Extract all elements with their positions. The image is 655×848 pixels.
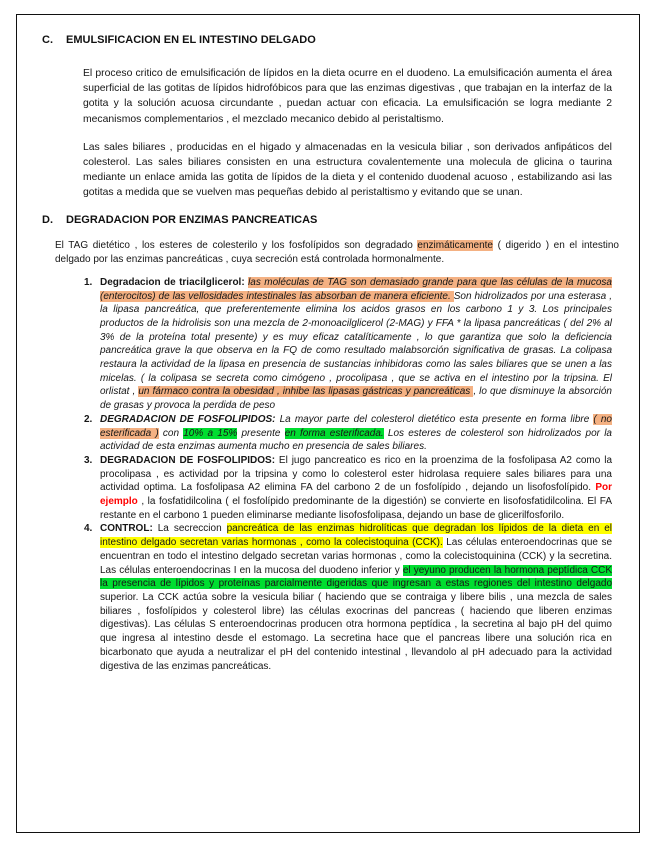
section-d-heading: [42, 214, 619, 226]
text-run: Los esteres de colesterol son hidrolizados por la actividad de esta enzimas aumenta mucho en presencia de sales biliares.: [100, 427, 612, 453]
text-run: CONTROL:: [100, 523, 158, 535]
list-item-number: 1.: [84, 276, 93, 288]
text-run: 10% a 15%: [183, 427, 238, 439]
section-d: [42, 214, 619, 674]
page-content: [42, 34, 619, 673]
numbered-list: [42, 276, 619, 673]
text-run: en forma esterificada.: [284, 427, 384, 439]
text-run: pancreática de las enzimas hidrolíticas que degradan los lípidos de la dieta en el intestino delgado secretan varias hormonas , como la colecistoquina (CCK).: [100, 523, 613, 549]
text-run: las moléculas de TAG son demasiado grande para que las células de la mucosa (enterocitos) de las vellosidades intestinales las absorban de manera eficiente.: [100, 276, 612, 302]
section-d-label: D.: [42, 213, 53, 226]
text-run: Las sales biliares , producidas en el higado y almacenadas en la vesicula biliar , son derivados anfipáticos del colesterol. Las sales biliares consisten en una estructura covalentemente una molecula de glicina o taurina mediante un enlace amida las gotita de lípidos de la dieta y el contenido duodenal acuoso , estabilizando asi las gotitas a medida que se vuelven mas pequeñas debido al peristaltismo y evitando que se unan.: [83, 141, 612, 199]
text-run: Degradacion de triacilglicerol:: [100, 276, 249, 288]
text-run: ( digerido ) en el intestino delgado por las enzimas pancreáticas , cuya secreción está controlada hormonalmente.: [55, 239, 619, 266]
section-d-title: DEGRADACION POR ENZIMAS PANCREATICAS: [66, 213, 318, 226]
list-item-number: 3.: [84, 454, 93, 466]
list-item-number: 4.: [84, 523, 93, 535]
list-item-control: [84, 522, 619, 673]
text-run: Por ejemplo: [100, 482, 612, 508]
section-c-label: C.: [42, 34, 53, 46]
text-run: El TAG dietético , los esteres de colesterilo y los fosfolípidos son degradado: [55, 239, 418, 251]
text-run: , la fosfatidilcolina ( el fosfolípido predominante de la digestión) se convierte en lisofosfatidilcolina. El FA restante en el carbono 1 pueden eliminarse mediante lisofosfolipasa, dejando un base de glicerilfosforilo.: [100, 496, 612, 521]
text-run: La secreccion: [157, 523, 227, 535]
text-run: enzimáticamente: [417, 239, 493, 251]
text-run: ( no esterificada ): [100, 413, 612, 439]
section-c-heading: [42, 34, 619, 46]
section-c-title: EMULSIFICACION EN EL INTESTINO DELGADO: [66, 34, 316, 46]
text-run: con: [158, 427, 184, 439]
text-run: presente: [237, 427, 285, 439]
text-run: La mayor parte del colesterol dietético esta presente en forma libre: [279, 413, 594, 425]
text-run: El jugo pancreatico es rico en la proenzima de la fosfolipasa A2 como la procolipasa , es actividad por la tripsina y como lo colesterol ester hidrolasa requiere sales biliares para una actividad optima. La fosfolipasa A2 elimina FA del carbono 2 de un fosfolípido , dejando un lisofosfolípido.: [100, 454, 612, 494]
text-run: Las células enteroendocrinas que se encuentran en todo el intestino delgado secretan varias hormonas , como la colecistoquinina (CCK) y la secretina. Las células enteroendocrinas I en la mucosa del duodeno inferior y: [100, 537, 613, 576]
text-run: el yeyuno producen la hormona peptídica CCK la presencia de lípidos y proteínas parcialmente digeridas que ingresan a estas regiones del intestino delgado: [100, 564, 612, 590]
body-paragraph-emulsification: [83, 66, 612, 127]
text-run: DEGRADACION DE FOSFOLIPIDOS:: [100, 413, 280, 425]
list-item-degradacion-fosfolipidos-1: [84, 413, 619, 454]
list-item-text: [100, 454, 612, 523]
list-item-number: 2.: [84, 413, 93, 425]
text-run: El proceso critico de emulsificación de lípidos en la dieta ocurre en el duodeno. La emulsificación aumenta el área superficial de las gotitas de lípidos hidrofóbicos para que las enzimas digestivas , que trabajan en la interfaz de la gotita y la solución acuosa circundante , puedan actuar con eficacia. La emulsificación se logra mediante 2 mecanismos complementarios , el mezclado mecanico debido al peristaltismo.: [83, 68, 612, 125]
intro-paragraph: [55, 239, 619, 268]
text-run: un fármaco contra la obesidad , inhibe las lipasas gástricas y pancreáticas: [138, 386, 474, 398]
text-run: , lo que disminuye la absorción de grasas y provoca la perdida de peso: [100, 386, 612, 412]
list-item-text: [100, 413, 612, 454]
text-run: superior. La CCK actúa sobre la vesicula biliar ( haciendo que se contraiga y libere bilis , una mezcla de sales biliares , fosfolípidos y colesterol libre) las células exocrinas del pancreas ( haciendo que liberen enzimas digestivas). Las células S enteroendocrinas producen otra hormona peptídica , la secretina al bajo pH del quimo que ingresa al intestino desde el estomago. La secretina hace que el pancreas libere una solución rica en bicarbonato que ayuda a neutralizar el pH del contenido intestinal , llevandolo al pH adecuado para la actividad digestiva de las enzimas pancreáticas.: [100, 591, 612, 672]
body-paragraph-bile-salts: [83, 140, 612, 201]
list-item-text: [100, 522, 612, 673]
list-item-text: [100, 276, 612, 413]
text-run: DEGRADACION DE FOSFOLIPIDOS:: [100, 454, 279, 466]
section-c: [42, 34, 619, 201]
text-run: Son hidrolizados por una esterasa , la lipasa pancreática, que preferentemente elimina los acidos grasos en los carbono 1 y 3. Los principales productos de la hidrolisis son una mezcla de 2-monoacilglicerol (2-MAG) y FFA * la lipasa pancreáticas ( del 2% al 3% de la proteína total presente) y es muy eficaz catalíticamente , lo que garantiza que solo la deficiencia pancreática grave la que observa en la FQ de como resultado malabsorción significativa de grasas. La colipasa restaura la actividad de la lipasa en presencia de sustancias inhibidoras como las sales biliares que se unen a las micelas. ( la colipasa se secreta como cimógeno , procolipasa , que se activa en el intestino por la tripsina. El orlistat ,: [100, 290, 612, 398]
list-item-degradacion-fosfolipidos-2: [84, 454, 619, 523]
list-item-degradacion-tag: [84, 276, 619, 413]
